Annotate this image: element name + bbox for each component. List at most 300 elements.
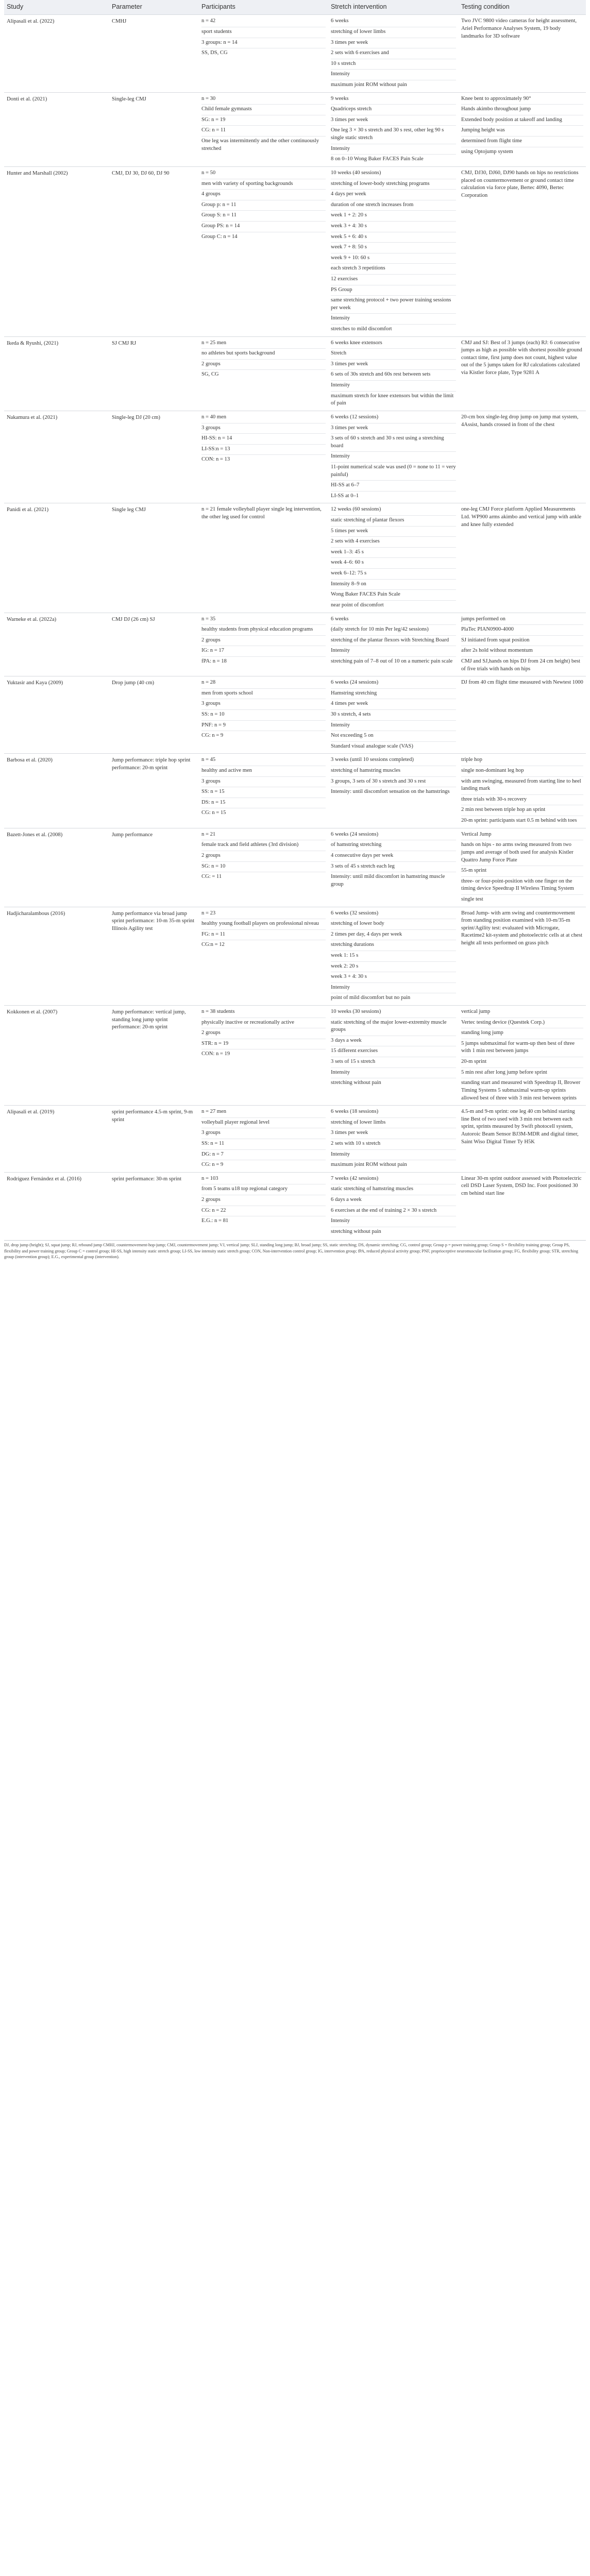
stretch-intervention-cell	[328, 907, 459, 1005]
testing-condition-cell-list	[461, 505, 583, 530]
table-footnote: DJ, drop jump (height); SJ, squat jump; RJ, rebound jump CMHJ, countermovement-hop-jump; CMJ, countermovement jump; VJ, vertical jump; SLJ, standing long jump; BJ, broad jump; SS, static stretching; DS, dynamic stretching; CG, control group; Group p = power training group; Group S = flexibility training group; Group PS, flexibility and power training group; Group C = control group; HI-SS, high intensity static stretch group; LI-SS, low intensity static stretch group; CON, Non-intervention control group; IG, intervention group; fPA, reduced physical activity group; PNF, proprioceptive neuromuscular facilitation group; FG, flexibility group; STR, stretching group (intervention group); E.G., experimental group (intervention).	[4, 1240, 586, 1259]
participants-line: healthy students from physical education programs	[201, 625, 326, 636]
participants-line: n = 42	[201, 16, 326, 27]
stretch-line: 3 times per week	[331, 423, 456, 434]
testing-condition-cell-list	[461, 615, 583, 675]
table-body	[4, 15, 586, 1239]
testing-line: Hands akimbo throughout jump	[461, 105, 583, 115]
parameter-cell: sprint performance: 30-m sprint	[109, 1172, 199, 1239]
stretch-line: of hamstring stretching	[331, 840, 456, 851]
participants-line: CON: n = 19	[201, 1051, 230, 1057]
participants-line: One leg was intermittently and the other continuously stretched	[201, 138, 319, 151]
testing-condition-cell-list	[461, 678, 583, 688]
participants-line: CG: n = 15	[201, 810, 226, 816]
testing-condition-cell	[459, 1006, 586, 1106]
stretch-line: Intensity	[331, 1216, 456, 1227]
participants-line: 2 groups	[201, 851, 326, 862]
participants-cell-list	[201, 1174, 326, 1227]
participants-line: healthy young football players on professional niveau	[201, 919, 326, 930]
stretch-line: stretching of lower body	[331, 919, 456, 930]
stretch-line: Intensity	[331, 721, 456, 732]
stretch-line: Intensity	[331, 381, 456, 392]
stretch-line: stretching of hamstring muscles	[331, 766, 456, 777]
stretch-line: maximum joint ROM without pain	[331, 1162, 407, 1168]
participants-line: 3 groups: n = 14	[201, 38, 326, 49]
parameter-cell: Jump performance	[109, 828, 199, 907]
testing-line: Two JVC 9800 video cameras for height assessment, Ariel Performance Analyses System, 19 body landmarks for 3D software	[461, 18, 577, 39]
participants-cell-list	[201, 1107, 326, 1171]
testing-line: with arm swinging, measured from starting line to heel landing mark	[461, 777, 583, 795]
stretch-line: each stretch 3 repetitions	[331, 264, 456, 275]
stretch-intervention-cell-list	[331, 755, 456, 797]
stretch-line: 3 sets of 60 s stretch and 30 s rest using a stretching board	[331, 434, 456, 452]
testing-condition-cell-list	[461, 755, 583, 826]
testing-line: Broad Jump- with arm swing and countermovement from standing position examined with 10-m/35-m sprint/Agility test: evaluated with Microgate, Racetime2 kit-system and photoelectric cells at at chest height all tests performed on grass pitch	[461, 910, 583, 946]
participants-line: n = 40 men	[201, 413, 326, 423]
stretch-line: week 7 + 8: 50 s	[331, 243, 456, 253]
stretch-line: 6 weeks (24 sessions)	[331, 830, 456, 841]
study-cell: Alipasali et al. (2022)	[4, 15, 109, 92]
stretch-intervention-cell-list	[331, 413, 456, 501]
stretch-line: Intensity 8–9 on	[331, 580, 456, 590]
stretch-intervention-cell	[328, 15, 459, 92]
parameter-cell: CMHJ	[109, 15, 199, 92]
stretch-line: 2 sets with 6 exercises and	[331, 48, 456, 59]
testing-line: single test	[461, 896, 483, 902]
study-cell: Hunter and Marshall (2002)	[4, 166, 109, 336]
testing-condition-cell-list	[461, 168, 583, 201]
stretch-intervention-cell-list	[331, 1174, 456, 1238]
table-row	[4, 1006, 586, 1106]
parameter-cell: CMJ DJ (26 cm) SJ	[109, 613, 199, 676]
participants-cell-list	[201, 1007, 326, 1060]
stretch-line: 4 times per week	[331, 699, 456, 710]
participants-line: 2 groups	[201, 1195, 326, 1206]
participants-cell	[199, 907, 328, 1005]
stretch-line: week 6–12: 75 s	[331, 569, 456, 580]
table-row	[4, 754, 586, 828]
testing-condition-cell	[459, 411, 586, 503]
stretch-line: 3 times per week	[331, 360, 456, 370]
stretch-line: duration of one stretch increases from	[331, 200, 456, 211]
stretch-intervention-cell-list	[331, 505, 456, 611]
stretch-line: 2 sets with 4 exercises	[331, 537, 456, 548]
participants-line: 3 groups	[201, 699, 326, 710]
table-row	[4, 166, 586, 336]
participants-cell	[199, 1006, 328, 1106]
stretch-line: stretching of the plantar flexors with Stretching Board	[331, 636, 456, 647]
parameter-cell: Single-leg DJ (20 cm)	[109, 411, 199, 503]
participants-cell	[199, 92, 328, 166]
testing-line: 20-m sprint: participants start 0.5 m behind with toes	[461, 818, 577, 824]
stretch-line: stretches to mild discomfort	[331, 326, 392, 332]
testing-condition-cell-list	[461, 1107, 583, 1147]
participants-line: FG: n = 11	[201, 930, 326, 941]
stretch-line: Standard visual analogue scale (VAS)	[331, 743, 413, 749]
participants-line: men with variety of sporting backgrounds	[201, 179, 326, 190]
testing-condition-cell-list	[461, 94, 583, 158]
participants-cell	[199, 828, 328, 907]
column-header-parameter: Parameter	[109, 0, 199, 15]
stretch-line: Stretch	[331, 349, 456, 360]
participants-cell	[199, 754, 328, 828]
testing-line: three trials with 30-s recovery	[461, 795, 583, 806]
testing-line: CMJ and SJ,hands on hips DJ from 24 cm height) best of five trials with hands on hips	[461, 658, 580, 672]
participants-line: fPA: n = 18	[201, 658, 227, 664]
testing-line: 20-m sprint	[461, 1057, 583, 1068]
stretch-intervention-cell	[328, 411, 459, 503]
participants-line: Child female gymnasts	[201, 105, 326, 115]
testing-line: PlaTec PIAN0900-4000	[461, 625, 583, 636]
study-cell: Hadjicharalambous (2016)	[4, 907, 109, 1005]
stretch-line: near point of discomfort	[331, 602, 384, 608]
participants-line: n = 23	[201, 909, 326, 920]
testing-condition-cell	[459, 676, 586, 754]
stretch-line: 3 times per week	[331, 1128, 456, 1139]
participants-line: n = 21	[201, 830, 326, 841]
stretch-line: 6 sets of 30s stretch and 60s rest between sets	[331, 370, 456, 381]
testing-condition-cell-list	[461, 16, 583, 42]
table-header-row	[4, 0, 586, 15]
participants-line: SS: n = 11	[201, 1139, 326, 1150]
parameter-cell: Single-leg CMJ	[109, 92, 199, 166]
stretch-line: stretching without pain	[331, 1228, 381, 1234]
stretch-intervention-cell-list	[331, 678, 456, 752]
table-row	[4, 613, 586, 676]
testing-line: Knee bent to approximately 90°	[461, 94, 583, 105]
table-row	[4, 828, 586, 907]
stretch-line: Intensity	[331, 1150, 456, 1161]
testing-condition-cell	[459, 907, 586, 1005]
participants-cell-list	[201, 338, 326, 380]
participants-cell-list	[201, 16, 326, 58]
testing-line: Extended body position at takeoff and landing	[461, 115, 583, 126]
stretch-line: 2 sets with 10 s stretch	[331, 1139, 456, 1150]
testing-line: triple hop	[461, 755, 583, 766]
stretch-line: maximum stretch for knee extensors but within the limit of pain	[331, 393, 454, 406]
testing-condition-cell-list	[461, 909, 583, 949]
participants-line: DS: n = 15	[201, 798, 326, 809]
stretch-intervention-cell	[328, 1106, 459, 1173]
participants-line: volleyball player regional level	[201, 1118, 326, 1129]
stretch-line: 8 on 0–10 Wong Baker FACES Pain Scale	[331, 156, 424, 162]
participants-cell-list	[201, 615, 326, 667]
table-row	[4, 676, 586, 754]
participants-cell	[199, 411, 328, 503]
participants-line: CG: n = 22	[201, 1206, 326, 1217]
stretch-intervention-cell-list	[331, 16, 456, 90]
participants-line: SS: n = 15	[201, 787, 326, 798]
stretch-intervention-cell	[328, 828, 459, 907]
stretch-line: 3 times per week	[331, 38, 456, 49]
testing-line: 55-m sprint	[461, 866, 583, 877]
parameter-cell: Drop jump (40 cm)	[109, 676, 199, 754]
stretch-intervention-cell	[328, 166, 459, 336]
table-row	[4, 15, 586, 92]
testing-condition-cell	[459, 754, 586, 828]
study-cell: Warneke et al. (2022a)	[4, 613, 109, 676]
participants-line: SS: n = 10	[201, 710, 326, 721]
parameter-cell: Jump performance: triple hop sprint performance: 20-m sprint	[109, 754, 199, 828]
stretch-line: PS Group	[331, 285, 456, 296]
testing-line: standing long jump	[461, 1028, 583, 1039]
stretch-line: 15 different exercises	[331, 1046, 456, 1057]
study-cell: Barbosa et al. (2020)	[4, 754, 109, 828]
testing-line: standing start and measured with Speedtrap II, Brower Timing Systems 5 submaximal warm-up sprints allowed best of three with 3 min rest between sprints	[461, 1080, 581, 1101]
participants-cell	[199, 613, 328, 676]
testing-line: 2 min rest between triple hop an sprint	[461, 805, 583, 816]
stretch-line: week 9 + 10: 60 s	[331, 253, 456, 264]
stretch-line: 3 weeks (until 10 sessions completed)	[331, 755, 456, 766]
participants-line: n = 35	[201, 615, 326, 625]
stretch-intervention-cell	[328, 676, 459, 754]
study-cell: Kokkonen et al. (2007)	[4, 1006, 109, 1106]
parameter-cell: CMJ, DJ 30, DJ 60, DJ 90	[109, 166, 199, 336]
participants-cell	[199, 503, 328, 613]
stretch-line: 10 weeks (30 sessions)	[331, 1007, 456, 1018]
stretch-line: stretching durations	[331, 940, 456, 951]
stretch-line: Not exceeding 5 on	[331, 731, 456, 742]
parameter-cell: Jump performance via broad jump sprint performance: 10-m 35-m sprint Illinois Agility test	[109, 907, 199, 1005]
testing-condition-cell	[459, 828, 586, 907]
stretch-line: Intensity: until discomfort sensation on the hamstrings	[331, 789, 450, 795]
participants-line: n = 30	[201, 94, 326, 105]
stretch-line: (daily stretch for 10 min Per leg/42 sessions)	[331, 625, 456, 636]
stretch-line: week 4–6: 60 s	[331, 558, 456, 569]
stretch-line: 10 weeks (40 sessions)	[331, 168, 456, 179]
parameter-cell: sprint performance 4.5-m sprint, 9-m sprint	[109, 1106, 199, 1173]
participants-cell-list	[201, 678, 326, 741]
stretch-line: stretching of lower-body stretching programs	[331, 179, 456, 190]
participants-line: 3 groups	[201, 777, 326, 788]
table-row	[4, 503, 586, 613]
participants-line: sport students	[201, 27, 326, 38]
stretch-line: 2 times per day, 4 days per week	[331, 930, 456, 941]
participants-line: SG, CG	[201, 371, 219, 378]
participants-line: 3 groups	[201, 1128, 326, 1139]
stretch-line: static stretching of the major lower-extremity muscle groups	[331, 1018, 456, 1036]
stretch-line: 7 weeks (42 sessions)	[331, 1174, 456, 1185]
stretch-line: Intensity	[331, 70, 456, 80]
stretch-intervention-cell-list	[331, 94, 456, 165]
participants-cell-list	[201, 909, 326, 951]
testing-condition-cell-list	[461, 338, 583, 379]
participants-line: n = 28	[201, 678, 326, 689]
testing-line: Jumping height was	[461, 126, 583, 137]
stretch-line: Intensity	[331, 144, 456, 155]
testing-line: Vertical Jump	[461, 830, 583, 841]
stretch-line: Quadriceps stretch	[331, 105, 456, 115]
stretch-intervention-cell-list	[331, 168, 456, 335]
participants-line: physically inactive or recreationally active	[201, 1018, 326, 1029]
testing-line: SJ initiated from squat position	[461, 636, 583, 647]
participants-line: 2 groups	[201, 636, 326, 647]
participants-line: Group S: n = 11	[201, 211, 326, 222]
testing-condition-cell-list	[461, 1174, 583, 1199]
participants-line: CG: = 11	[201, 874, 222, 880]
stretch-line: 6 weeks	[331, 615, 456, 625]
parameter-cell: Jump performance: vertical jump, standing long jump sprint performance: 20-m sprint	[109, 1006, 199, 1106]
testing-line: 20-cm box single-leg drop jump on jump mat system, 4Assist, hands crossed in front of the chest	[461, 414, 579, 428]
participants-line: n = 21 female volleyball player single leg intervention, the other leg used for control	[201, 506, 322, 520]
stretch-line: Intensity	[331, 452, 456, 463]
stretch-line: 11-point numerical scale was used (0 = none to 11 = very painful)	[331, 463, 456, 481]
stretch-line: week 1: 15 s	[331, 951, 456, 962]
stretch-line: stretching without pain	[331, 1080, 381, 1086]
stretch-line: Intensity	[331, 646, 456, 657]
study-cell: Yuktasir and Kaya (2009)	[4, 676, 109, 754]
participants-line: HI-SS: n = 14	[201, 434, 326, 445]
testing-line: one-leg CMJ Force platform Applied Measurements Ltd. WP900 arms akimbo and vertical jump with ankle and knee fully extended	[461, 506, 582, 528]
testing-condition-cell-list	[461, 1007, 583, 1104]
participants-cell	[199, 336, 328, 411]
stretch-line: stretching of lower limbs	[331, 1118, 456, 1129]
participants-cell	[199, 1172, 328, 1239]
participants-cell	[199, 166, 328, 336]
stretch-line: static stretching of hamstring muscles	[331, 1184, 456, 1195]
stretch-intervention-cell-list	[331, 1107, 456, 1171]
participants-line: healthy and active men	[201, 766, 326, 777]
testing-line: Linear 30-m sprint outdoor assessed with Photoelectric cell DSD Laser System, DSD Inc. Foot positioned 30 cm behind start line	[461, 1175, 582, 1197]
table-row	[4, 907, 586, 1005]
stretch-line: HI-SS at 6–7	[331, 481, 456, 492]
study-cell: Rodríguez Fernández et al. (2016)	[4, 1172, 109, 1239]
participants-line: n = 103	[201, 1174, 326, 1185]
stretch-intervention-cell	[328, 613, 459, 676]
participants-cell	[199, 1106, 328, 1173]
stretch-line: 6 weeks knee extensors	[331, 338, 456, 349]
stretch-intervention-cell	[328, 503, 459, 613]
participants-line: IG: n = 17	[201, 646, 326, 657]
testing-condition-cell	[459, 336, 586, 411]
participants-line: men from sports school	[201, 689, 326, 700]
testing-line: hands on hips - no arms swing measured from two jumps and average of both used for analysis Kistler Quattro Jump Force Plate	[461, 840, 583, 866]
participants-line: 2 groups	[201, 1028, 326, 1039]
testing-line: Vertec testing device (Questtek Corp.)	[461, 1018, 583, 1029]
stretch-line: 6 weeks (24 sessions)	[331, 678, 456, 689]
stretch-line: 6 weeks (12 sessions)	[331, 413, 456, 423]
testing-condition-cell	[459, 613, 586, 676]
stretch-intervention-cell	[328, 1006, 459, 1106]
stretch-line: week 2: 20 s	[331, 962, 456, 973]
participants-line: E.G.: n = 81	[201, 1218, 229, 1224]
testing-line: single non-dominant leg hop	[461, 766, 583, 777]
participants-line: LI-SS:n = 13	[201, 445, 326, 455]
testing-condition-cell-list	[461, 413, 583, 430]
participants-line: n = 27 men	[201, 1107, 326, 1118]
stretch-line: 4 days per week	[331, 190, 456, 200]
stretch-line: 6 exercises at the end of training 2 × 30 s stretch	[331, 1206, 456, 1217]
stretch-intervention-cell	[328, 92, 459, 166]
stretch-line: 6 weeks (32 sessions)	[331, 909, 456, 920]
participants-line: no athletes but sports background	[201, 349, 326, 360]
testing-condition-cell	[459, 503, 586, 613]
testing-condition-cell	[459, 1106, 586, 1173]
participants-line: SS, DS, CG	[201, 50, 228, 56]
stretch-line: stretching of lower limbs	[331, 27, 456, 38]
stretch-line: 3 groups, 3 sets of 30 s stretch and 30 s rest	[331, 777, 456, 788]
stretch-line: 5 times per week	[331, 527, 456, 537]
stretch-intervention-cell-list	[331, 615, 456, 667]
stretch-line: Intensity	[331, 983, 456, 994]
stretch-line: same stretching protocol + two power training sessions per week	[331, 296, 456, 314]
stretch-line: 3 sets of 45 s stretch each leg	[331, 862, 456, 873]
stretch-intervention-cell-list	[331, 830, 456, 890]
participants-line: PNF: n = 9	[201, 721, 326, 732]
stretch-line: 3 days a week	[331, 1036, 456, 1047]
testing-line: using Optojump system	[461, 148, 513, 155]
stretch-line: Intensity: until mild discomfort in hamstring muscle group	[331, 874, 445, 887]
participants-line: n = 50	[201, 168, 326, 179]
stretch-line: Intensity	[331, 314, 456, 325]
participants-line: CG: n = 9	[201, 1162, 224, 1168]
column-header-testing-condition: Testing condition	[459, 0, 586, 15]
participants-cell	[199, 15, 328, 92]
parameter-cell: SJ CMJ RJ	[109, 336, 199, 411]
testing-condition-cell	[459, 92, 586, 166]
stretch-line: Intensity	[331, 1068, 456, 1079]
testing-line: 5 min rest after long jump before sprint	[461, 1068, 583, 1079]
column-header-stretch-intervention: Stretch intervention	[328, 0, 459, 15]
table-row	[4, 1106, 586, 1173]
testing-line: CMJ and SJ: Best of 3 jumps (each) RJ: 6 consecutive jumps as high as possible with shortest possible ground contact time, first jump does not count, highest value out of the 5 jumps taken for RJ calculations calculated via Kistler force plate, Type 9281 A	[461, 340, 582, 376]
participants-line: 2 groups	[201, 360, 326, 370]
stretch-intervention-cell-list	[331, 1007, 456, 1089]
testing-condition-cell	[459, 15, 586, 92]
study-cell: Donti et al. (2021)	[4, 92, 109, 166]
stretch-line: point of mild discomfort but no pain	[331, 995, 411, 1001]
column-header-participants: Participants	[199, 0, 328, 15]
testing-line: CMJ, DJ30, DJ60, DJ90 hands on hips no restrictions placed on countermovement or ground contact time calculation via force plate, Bertec 4090, Bertec Corporation	[461, 170, 579, 198]
table-row	[4, 1172, 586, 1239]
participants-line: Group p: n = 11	[201, 200, 326, 211]
stretch-line: 30 s stretch, 4 sets	[331, 710, 456, 721]
stretch-line: week 3 + 4: 30 s	[331, 972, 456, 983]
participants-line: SG: n = 19	[201, 115, 326, 126]
stretch-intervention-cell	[328, 336, 459, 411]
participants-line: Group PS: n = 14	[201, 222, 326, 232]
participants-line: n = 38 students	[201, 1007, 326, 1018]
stretch-line: 9 weeks	[331, 94, 456, 105]
study-cell: Alipasali et al. (2019)	[4, 1106, 109, 1173]
participants-cell-list	[201, 168, 326, 242]
stretch-line: 6 days a week	[331, 1195, 456, 1206]
participants-cell-list	[201, 413, 326, 465]
stretch-line: week 5 + 6: 40 s	[331, 232, 456, 243]
participants-line: Group C: n = 14	[201, 233, 238, 240]
stretch-line: 3 times per week	[331, 115, 456, 126]
stretch-line: stretching pain of 7–8 out of 10 on a numeric pain scale	[331, 658, 453, 664]
participants-line: n = 45	[201, 755, 326, 766]
participants-line: from 5 teams u18 top regional category	[201, 1184, 326, 1195]
parameter-cell: Single leg CMJ	[109, 503, 199, 613]
study-cell: Bazett-Jones et al. (2008)	[4, 828, 109, 907]
stretch-line: 6 weeks (18 sessions)	[331, 1107, 456, 1118]
participants-line: female track and field athletes (3rd division)	[201, 840, 326, 851]
participants-cell-list	[201, 755, 326, 819]
testing-condition-cell-list	[461, 830, 583, 905]
participants-line: CG: n = 9	[201, 733, 224, 739]
stretch-line: One leg 3 × 30 s stretch and 30 s rest, other leg 90 s single static stretch	[331, 126, 456, 144]
testing-condition-cell	[459, 1172, 586, 1239]
table-row	[4, 336, 586, 411]
participants-line: 3 groups	[201, 423, 326, 434]
column-header-study: Study	[4, 0, 109, 15]
stretch-line: week 1 + 2: 20 s	[331, 211, 456, 222]
stretch-line: 10 s stretch	[331, 59, 456, 70]
testing-condition-cell	[459, 166, 586, 336]
participants-line: STR: n = 19	[201, 1039, 326, 1050]
